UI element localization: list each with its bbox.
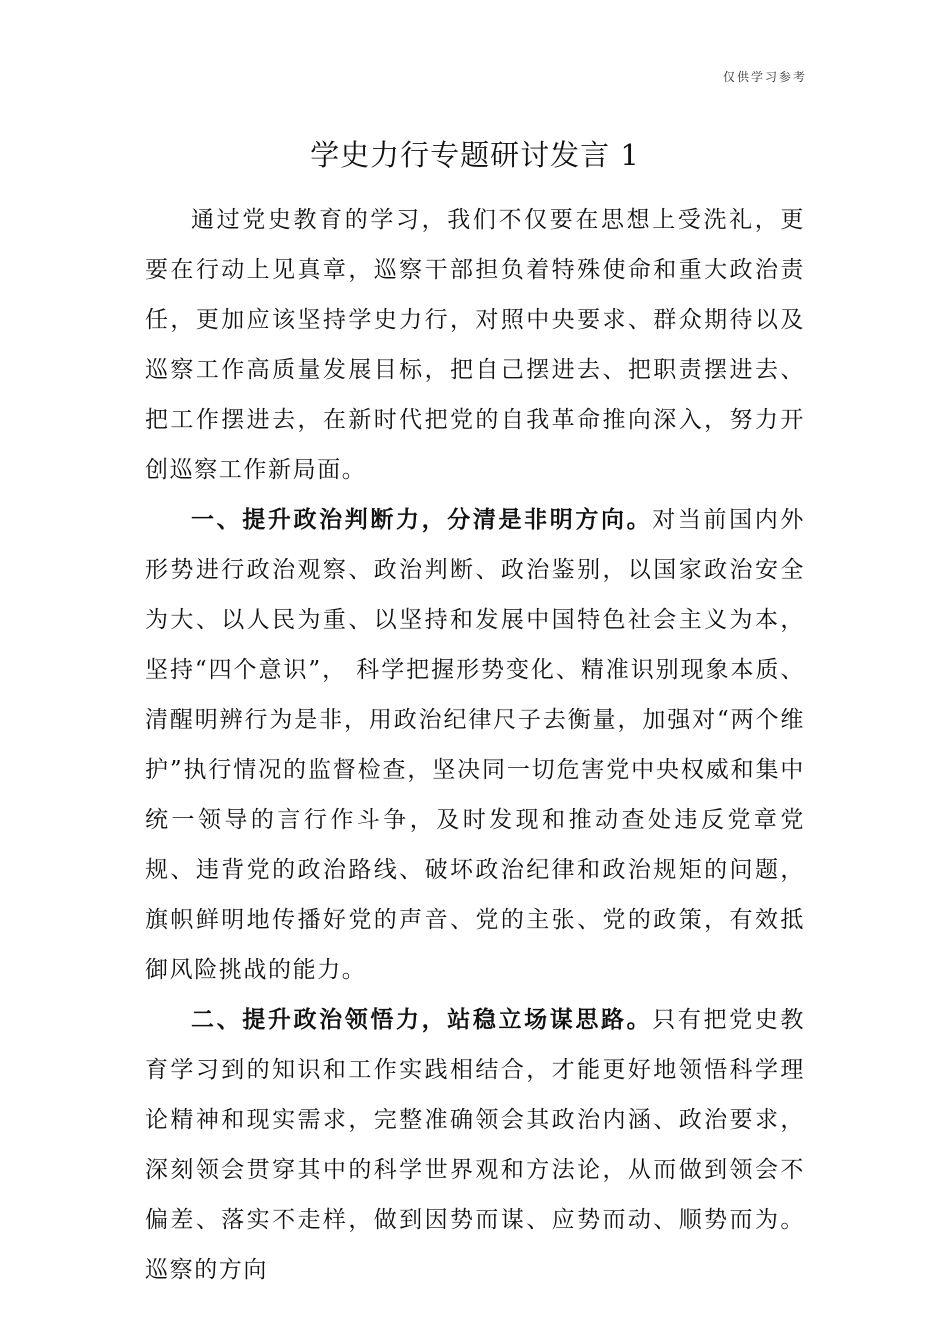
paragraph-intro	[145, 195, 805, 495]
paragraph-section-1	[145, 495, 805, 995]
page-title: 学史力行专题研讨发言 1	[310, 138, 640, 172]
section-heading: 二、提升政治领悟力，站稳立场谋思路。	[191, 1006, 653, 1033]
paragraph-text: 通过党史教育的学习，我们不仅要在思想上受洗礼，更要在行动上见真章，巡察干部担负着特殊使命和重大政治责任，更加应该坚持学史力行，对照中央要求、群众期待以及巡察工作高质量发展目标，把自己摆进去、把职责摆进去、把工作摆进去，在新时代把党的自我革命推向深入，努力开创巡察工作新局面。	[145, 207, 805, 483]
paragraph-section-2	[145, 995, 805, 1295]
header-note: 仅供学习参考	[722, 70, 807, 84]
paragraph-text: 只有把党史教育学习到的知识和工作实践相结合，才能更好地领悟科学理论精神和现实需求，完整准确领会其政治内涵、政治要求，深刻领会贯穿其中的科学世界观和方法论，从而做到领会不偏差、落实不走样，做到因势而谋、应势而动、顺势而为。巡察的方向	[145, 1007, 805, 1283]
section-heading: 一、提升政治判断力，分清是非明方向。	[191, 506, 653, 533]
document-body	[145, 195, 805, 1295]
paragraph-text: 对当前国内外形势进行政治观察、政治判断、政治鉴别，以国家政治安全为大、以人民为重、以坚持和发展中国特色社会主义为本，坚持“四个意识”， 科学把握形势变化、精准识别现象本质、清醒明辨行为是非，用政治纪律尺子去衡量，加强对“两个维护”执行情况的监督检查，坚决同一切危害党中央权威和集中统一领导的言行作斗争，及时发现和推动查处违反党章党规、违背党的政治路线、破坏政治纪律和政治规矩的问题，旗帜鲜明地传播好党的声音、党的主张、党的政策，有效抵御风险挑战的能力。	[145, 507, 805, 983]
